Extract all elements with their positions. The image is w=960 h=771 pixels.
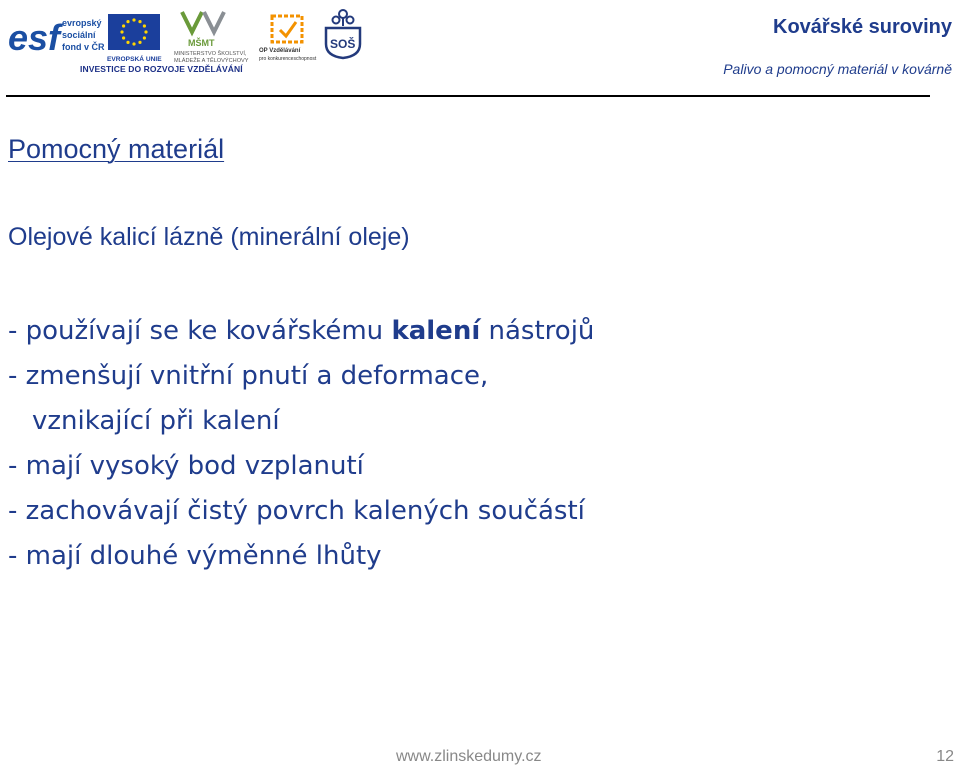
bullet-item: - zachovávají čistý povrch kalených součástí (8, 496, 585, 526)
eu-flag-logo (106, 12, 162, 64)
logo-strip (6, 4, 366, 76)
eu-caption: EVROPSKÁ UNIE (107, 56, 162, 63)
section-heading: Olejové kalicí lázně (minerální oleje) (8, 223, 410, 251)
op-line-2: pro konkurenceschopnost (259, 56, 317, 62)
bullet-bold-text: kalení (391, 316, 481, 346)
bullet-item: - mají dlouhé výměnné lhůty (8, 541, 382, 571)
slide-title: Pomocný materiál (8, 134, 225, 164)
sos-school-logo (320, 4, 366, 60)
bullet-text: - používají se ke kovářskému (8, 316, 392, 346)
sos-mark: SOŠ (330, 37, 356, 51)
page-number: 12 (936, 748, 954, 765)
esf-logo (6, 12, 105, 64)
esf-line-1: evropský (62, 18, 102, 28)
bullet-item: - zmenšují vnitřní pnutí a deformace, (8, 361, 489, 391)
msmt-line-2: MLÁDEŽE A TĚLOVÝCHOVY (174, 58, 249, 64)
esf-mark: esf (8, 17, 61, 58)
header-subtitle: Palivo a pomocný materiál v kovárně (723, 61, 952, 77)
bullet-item (8, 309, 594, 354)
esf-line-2: sociální (62, 30, 96, 40)
bullet-list (8, 309, 594, 579)
bullet-text: nástrojů (480, 316, 595, 346)
msmt-line-1: MINISTERSTVO ŠKOLSTVÍ, (174, 51, 247, 57)
logo-caption: INVESTICE DO ROZVOJE VZDĚLÁVÁNÍ (80, 64, 243, 74)
bullet-continuation: vznikající při kalení (32, 406, 280, 436)
op-line-1: OP Vzdělávání (259, 48, 301, 54)
msmt-logo (174, 8, 248, 64)
esf-line-3: fond v ČR (62, 42, 105, 52)
header-divider (6, 95, 930, 97)
op-logo (258, 12, 316, 64)
header-title: Kovářské suroviny (773, 16, 952, 38)
tree-icon (339, 10, 347, 18)
check-icon (280, 22, 296, 36)
msmt-mark: MŠMT (188, 38, 215, 48)
footer-url: www.zlinskedumy.cz (396, 748, 542, 765)
bullet-item: - mají vysoký bod vzplanutí (8, 451, 364, 481)
